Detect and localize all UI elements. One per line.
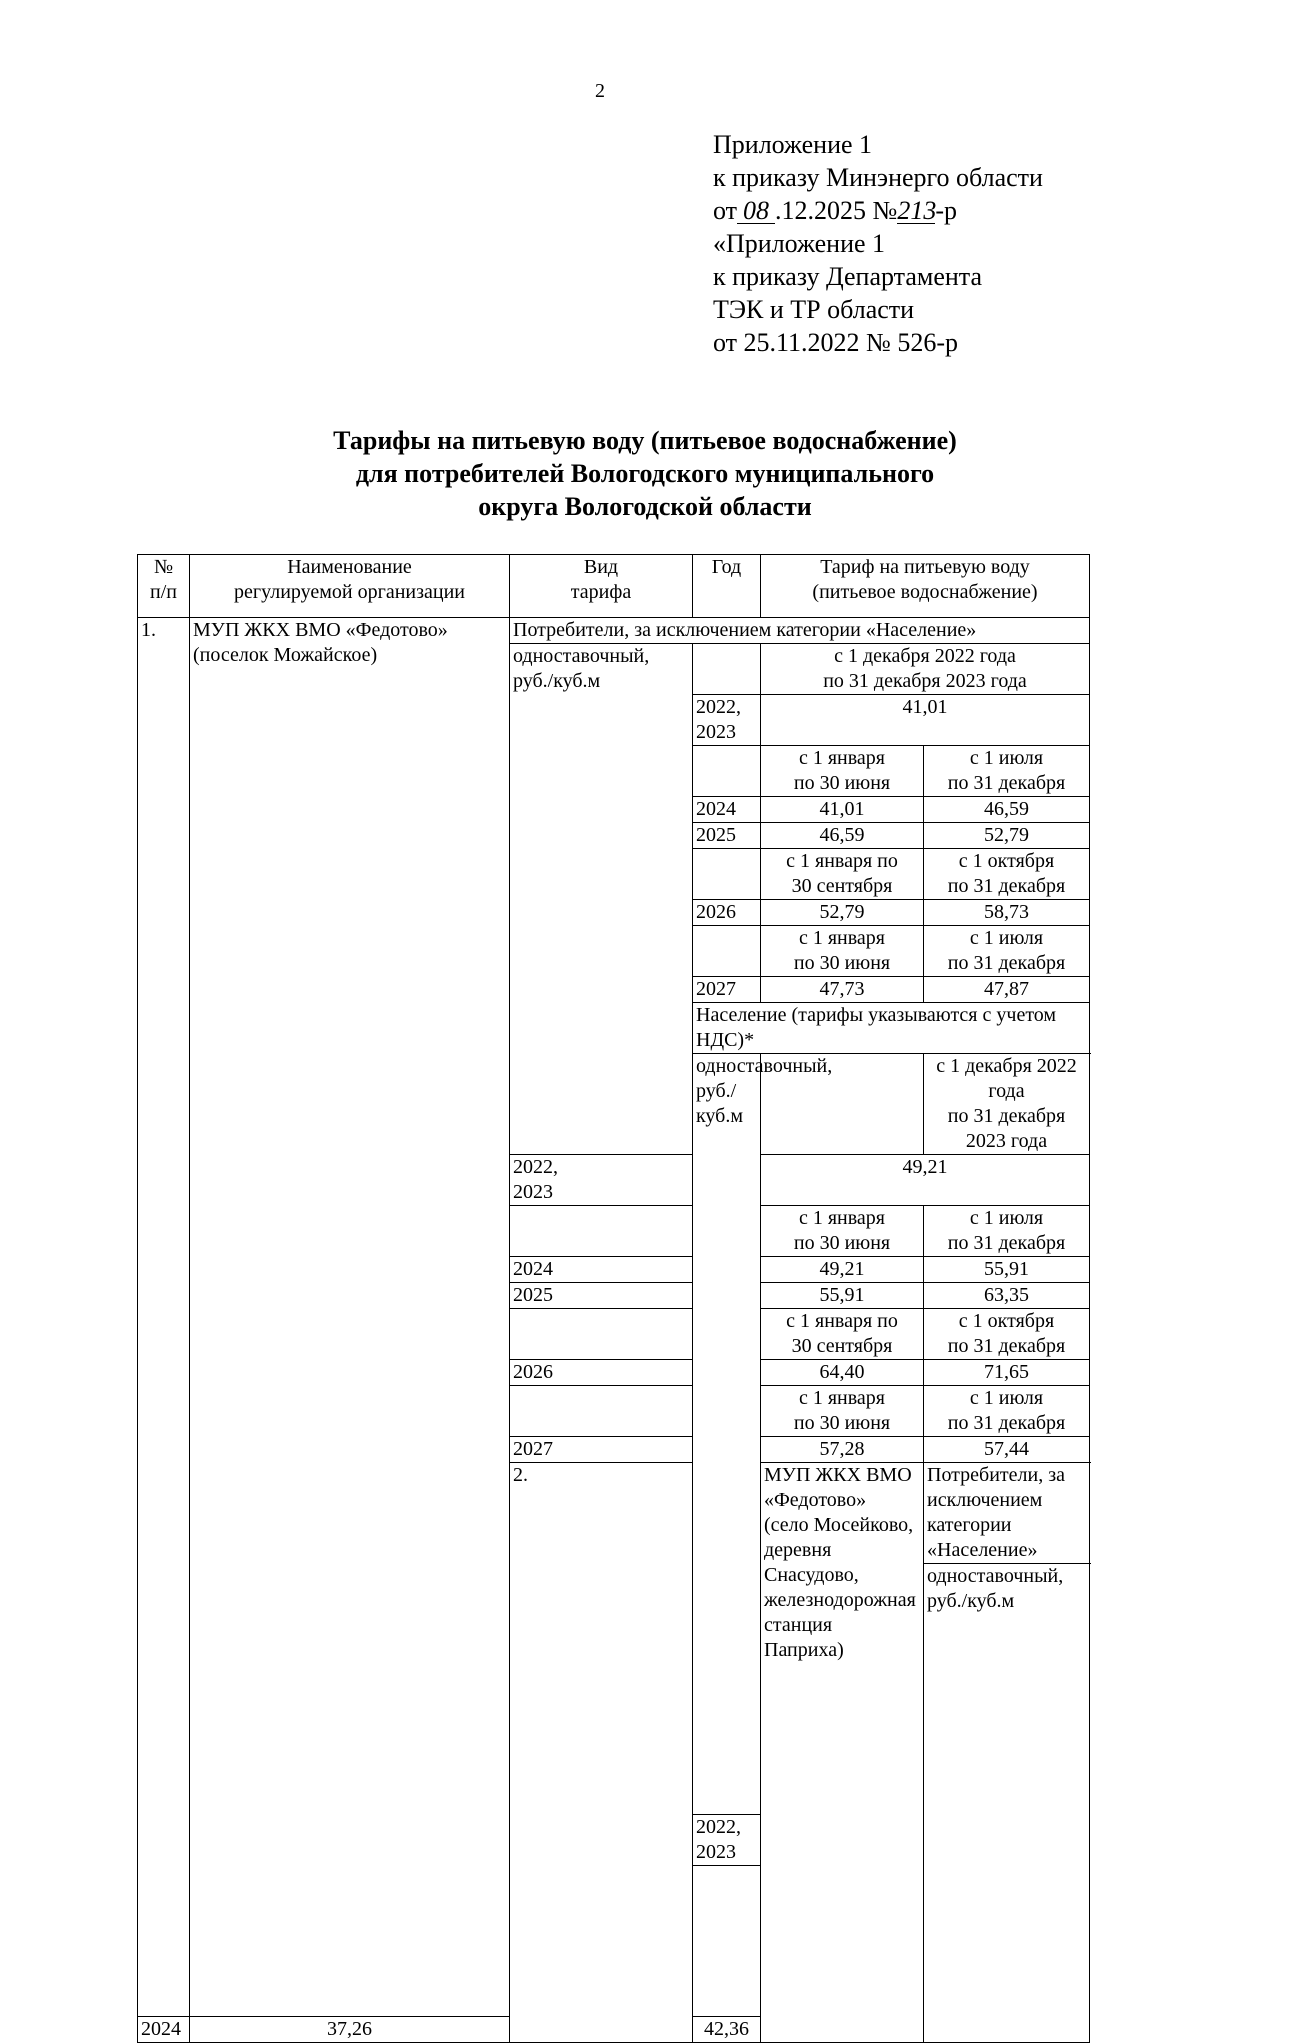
tariff-value: 52,79 [924,823,1090,849]
annex-line: от 25.11.2022 № 526-р [713,328,959,357]
tariff-value: 46,59 [761,823,924,849]
year-cell [693,746,761,797]
year-cell: 2022, 2023 [510,1155,693,1206]
period-header: с 1 июля по 31 декабря [924,746,1090,797]
year-cell: 2022, 2023 [693,1815,761,1866]
handwritten-day: 08 [737,199,775,224]
year-cell: 2024 [693,797,761,823]
header-num: № п/п [138,555,190,618]
annex-line: ТЭК и ТР области [713,295,915,324]
annex-line: к приказу Департамента [713,262,983,291]
period-header: с 1 января по 30 июня [761,1206,924,1257]
year-cell: 2022, 2023 [693,695,761,746]
tariff-value: 42,36 [693,2017,761,2043]
consumer-category: Потребители, за исключением категории «Население» [510,618,1090,644]
year-cell: 2024 [138,2017,190,2043]
annex-order-suffix: -р [935,196,958,225]
period-header: с 1 июля по 31 декабря [924,926,1090,977]
header-year: Год [693,555,761,618]
tariff-value: 55,91 [924,1257,1090,1283]
annex-line: к приказу Минэнерго области [713,163,1043,192]
header-organization: Наименование регулируемой организации [190,555,510,618]
year-cell [510,1386,693,1437]
year-cell [693,644,761,695]
period-header: с 1 января по 30 сентября [761,849,924,900]
period-header: с 1 декабря 2022 года по 31 декабря 2023 года [761,644,1090,695]
year-cell [510,1309,693,1360]
period-header: с 1 июля по 31 декабря [924,1386,1090,1437]
tariff-value: 41,01 [761,797,924,823]
period-header: с 1 декабря 2022 года по 31 декабря 2023 года [924,1054,1090,1155]
period-header: с 1 октября по 31 декабря [924,849,1090,900]
tariff-value: 64,40 [761,1360,924,1386]
header-tariff-type: Вид тарифа [510,555,693,618]
title-line: округа Вологодской области [478,492,812,521]
period-header: с 1 января по 30 июня [761,926,924,977]
year-cell: 2027 [693,977,761,1003]
period-header: с 1 октября по 31 декабря [924,1309,1090,1360]
tariff-value: 71,65 [924,1360,1090,1386]
organization-name: МУП ЖКХ ВМО «Федотово» (поселок Можайское) [190,618,510,2017]
page-number: 2 [595,80,605,102]
tariff-type: одноставочный, руб./куб.м [693,1054,761,1815]
title-line: Тарифы на питьевую воду (питьевое водоснабжение) [333,426,957,455]
tariff-value: 57,28 [761,1437,924,1463]
row-number: 2. [510,1463,693,2043]
handwritten-order-number: 213 [897,196,937,225]
tariff-value: 52,79 [761,900,924,926]
tariff-value: 41,01 [761,695,1090,746]
annex-line: Приложение 1 [713,130,873,159]
annex-order-line [713,194,1043,227]
period-header: с 1 января по 30 июня [761,1386,924,1437]
title-line: для потребителей Вологодского муниципального [355,459,935,488]
period-header: с 1 января по 30 сентября [761,1309,924,1360]
tariff-table [137,554,1090,2043]
year-cell: 2026 [693,900,761,926]
consumer-category: Население (тарифы указываются с учетом НДС)* [693,1003,1090,1054]
year-cell: 2025 [693,823,761,849]
year-cell: 2024 [510,1257,693,1283]
period-header: с 1 января по 30 июня [761,746,924,797]
document-title [0,424,1290,523]
tariff-type: одноставочный, руб./куб.м [510,644,693,1155]
tariff-value: 47,87 [924,977,1090,1003]
tariff-value: 63,35 [924,1283,1090,1309]
year-cell [693,1866,761,2017]
category-row [138,618,1090,644]
year-cell [693,926,761,977]
tariff-value: 49,21 [761,1155,1090,1206]
annex-line: «Приложение 1 [713,229,886,258]
header-tariff: Тариф на питьевую воду (питьевое водоснабжение) [761,555,1090,618]
period-header: с 1 июля по 31 декабря [924,1206,1090,1257]
tariff-value: 37,26 [190,2017,510,2043]
year-cell: 2026 [510,1360,693,1386]
annex-order-date: .12.2025 № [775,196,898,225]
tariff-value: 49,21 [761,1257,924,1283]
year-cell [510,1206,693,1257]
year-cell [693,849,761,900]
year-cell: 2027 [510,1437,693,1463]
year-cell: 2025 [510,1283,693,1309]
annex-order-prefix: от [713,196,738,225]
tariff-value: 47,73 [761,977,924,1003]
annex-block [713,128,1043,359]
tariff-value: 58,73 [924,900,1090,926]
tariff-type: одноставочный, руб./куб.м [924,1564,1090,2043]
consumer-category: Потребители, за исключением категории «Население» [924,1463,1090,1564]
tariff-value: 57,44 [924,1437,1090,1463]
table-header-row [138,555,1090,618]
tariff-value: 55,91 [761,1283,924,1309]
tariff-value: 46,59 [924,797,1090,823]
row-number: 1. [138,618,190,2017]
organization-name: МУП ЖКХ ВМО «Федотово» (село Мосейково, деревня Снасудово, железнодорожная станция Паприха) [761,1463,924,2043]
